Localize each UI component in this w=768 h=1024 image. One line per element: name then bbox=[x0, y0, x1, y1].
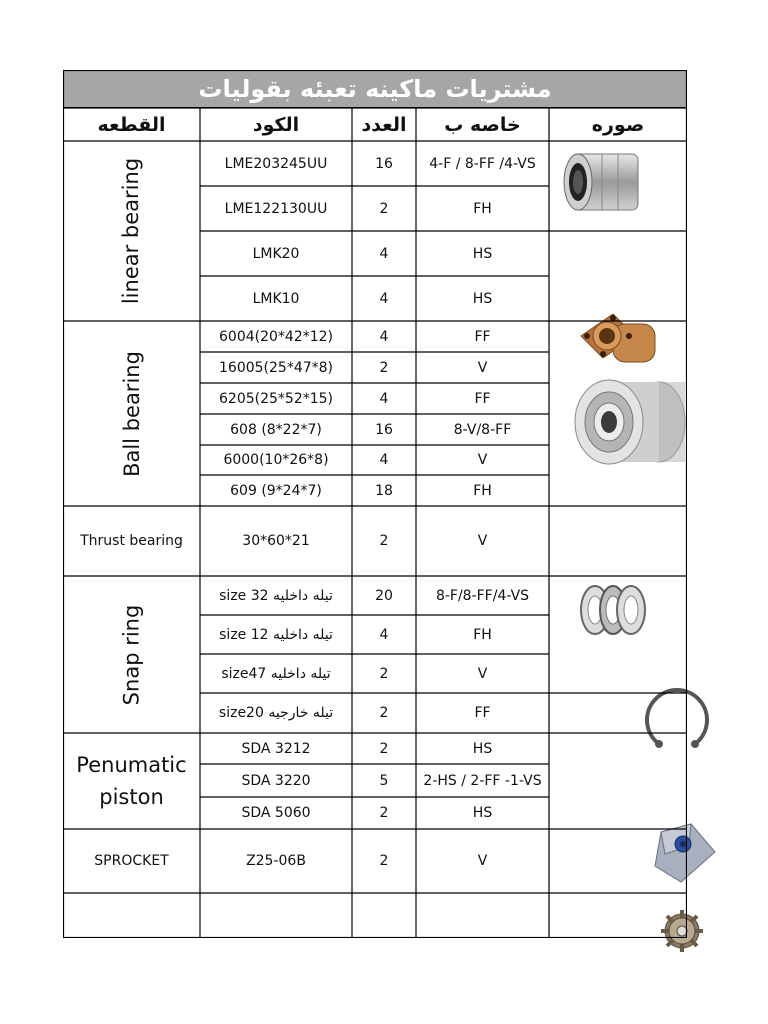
table-title: مشتریات ماکینه تعبئه بقولیات bbox=[63, 70, 687, 108]
row-7-code: 608 (8*22*7) bbox=[230, 421, 322, 438]
row-9-count: 18 bbox=[375, 482, 393, 499]
group-piston-line2: piston bbox=[99, 785, 164, 809]
purchase-table bbox=[63, 70, 687, 938]
row-1-code: LME122130UU bbox=[224, 200, 328, 217]
row-4-spec: FF bbox=[474, 328, 491, 345]
row-2-count: 4 bbox=[379, 245, 389, 262]
row-6-code: 6205(25*52*15) bbox=[219, 390, 333, 407]
row-16-count: 5 bbox=[379, 772, 389, 789]
row-1-count: 2 bbox=[379, 200, 389, 217]
group-ball-bearing bbox=[63, 321, 200, 506]
thrust-bearing-photo bbox=[577, 582, 651, 638]
row-0-spec: 4-F / 8-FF /4-VS bbox=[429, 155, 536, 172]
row-14-code: size20 تیله خارجیه bbox=[218, 705, 334, 721]
sprocket-photo bbox=[659, 908, 705, 954]
group-snap-ring bbox=[63, 576, 200, 733]
group-sprocket: SPROCKET bbox=[94, 853, 169, 869]
row-15-count: 2 bbox=[379, 740, 389, 757]
row-8-spec: V bbox=[477, 452, 488, 468]
row-3-code: LMK10 bbox=[252, 290, 300, 307]
row-5-spec: V bbox=[477, 359, 488, 376]
row-17-count: 2 bbox=[379, 805, 389, 821]
row-11-spec: 8-F/8-FF/4-VS bbox=[435, 587, 530, 604]
group-linear-label: linear bearing bbox=[119, 157, 144, 305]
group-thrust-bearing: Thrust bearing bbox=[80, 533, 183, 549]
group-piston-line1: Penumatic bbox=[76, 753, 187, 777]
row-10-count: 2 bbox=[379, 533, 389, 549]
row-10-spec: V bbox=[477, 533, 488, 549]
header-part: القطعه bbox=[97, 113, 166, 136]
row-2-spec: HS bbox=[472, 245, 493, 262]
header-image: صوره bbox=[591, 113, 645, 136]
row-17-code: SDA 5060 bbox=[241, 805, 311, 821]
row-4-code: 6004(20*42*12) bbox=[219, 328, 333, 345]
row-3-spec: HS bbox=[472, 290, 493, 307]
row-8-code: 6000(10*26*8) bbox=[223, 452, 329, 468]
row-11-count: 20 bbox=[375, 587, 393, 604]
row-13-code: size47 تیله داخلیه bbox=[221, 665, 331, 682]
row-9-code: 609 (9*24*7) bbox=[230, 482, 322, 499]
header-spec: خاصه ب bbox=[444, 113, 521, 136]
row-16-spec: 2-HS / 2-FF -1-VS bbox=[423, 772, 542, 789]
row-18-spec: V bbox=[477, 853, 488, 869]
row-17-spec: HS bbox=[472, 805, 493, 821]
snap-ring-photo bbox=[641, 686, 713, 758]
row-12-code: size 12 تیله داخلیه bbox=[219, 626, 333, 643]
row-13-spec: V bbox=[477, 665, 488, 682]
row-2-code: LMK20 bbox=[252, 245, 300, 262]
row-6-count: 4 bbox=[379, 390, 389, 407]
row-8-count: 4 bbox=[379, 452, 389, 468]
group-linear-bearing bbox=[63, 141, 200, 321]
row-14-spec: FF bbox=[474, 705, 491, 721]
row-18-code: Z25-06B bbox=[246, 853, 306, 869]
group-ball-label: Ball bearing bbox=[119, 350, 144, 477]
row-9-spec: FH bbox=[473, 482, 492, 499]
row-13-count: 2 bbox=[379, 665, 389, 682]
row-15-spec: HS bbox=[472, 740, 493, 757]
row-12-count: 4 bbox=[379, 626, 389, 643]
row-5-code: 16005(25*47*8) bbox=[219, 359, 333, 376]
header-code: الکود bbox=[252, 113, 300, 136]
pneumatic-cylinder-photo bbox=[651, 822, 723, 884]
table-grid bbox=[63, 70, 687, 938]
row-7-spec: 8-V/8-FF bbox=[453, 421, 512, 438]
row-1-spec: FH bbox=[473, 200, 492, 217]
header-count: العدد bbox=[361, 113, 407, 136]
row-5-count: 2 bbox=[379, 359, 389, 376]
linear-bearing-photo bbox=[560, 148, 646, 220]
row-15-code: SDA 3212 bbox=[241, 740, 311, 757]
row-16-code: SDA 3220 bbox=[241, 772, 311, 789]
row-0-count: 16 bbox=[375, 155, 393, 172]
row-4-count: 4 bbox=[379, 328, 389, 345]
row-18-count: 2 bbox=[379, 853, 389, 869]
group-snap-label: Snap ring bbox=[119, 604, 144, 705]
row-12-spec: FH bbox=[473, 626, 492, 643]
row-3-count: 4 bbox=[379, 290, 389, 307]
group-pneumatic-piston bbox=[63, 733, 200, 829]
row-7-count: 16 bbox=[375, 421, 393, 438]
ball-bearing-photo bbox=[563, 366, 687, 476]
row-6-spec: FF bbox=[474, 390, 491, 407]
row-14-count: 2 bbox=[379, 705, 389, 721]
row-10-code: 30*60*21 bbox=[242, 533, 310, 549]
row-11-code: size 32 تیله داخلیه bbox=[219, 587, 333, 604]
row-0-code: LME203245UU bbox=[224, 155, 328, 172]
